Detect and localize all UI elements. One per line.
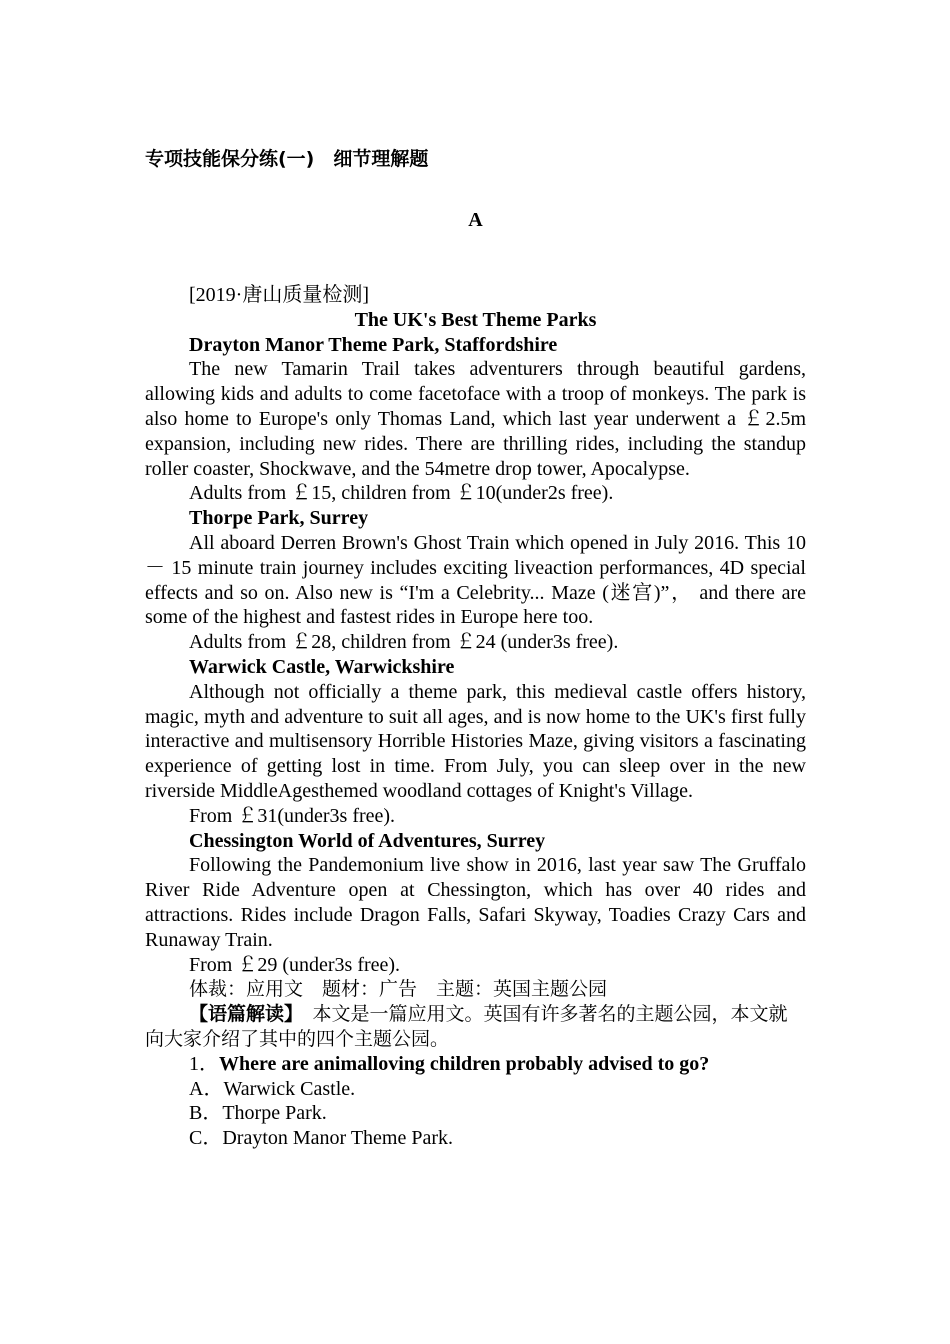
reading-label: 【语篇解读】 (189, 1003, 294, 1026)
page-heading: 专项技能保分练(一) 细节理解题 (145, 148, 429, 170)
park-name: Drayton Manor Theme Park, Staffordshire (189, 333, 558, 356)
section-letter: A (468, 209, 483, 231)
park-price: From ￡31(under3s free). (189, 804, 396, 827)
reading-analysis (145, 1002, 806, 1052)
park-description: All aboard Derren Brown's Ghost Train which opened in July 2016. This 10 － 15 minute train journey includes exciting liveaction performances, 4D special effects and so on. Also new is “I'm a Celebrity... Maze (迷宫)”， and there are some of the highest and fastest rides in Europe here too. (145, 531, 806, 629)
question-text: Where are animalloving children probably advised to go? (219, 1052, 710, 1075)
passage-title: The UK's Best Theme Parks (354, 308, 597, 331)
answer-option-b[interactable]: B．Thorpe Park. (189, 1102, 327, 1125)
park-name: Thorpe Park, Surrey (189, 507, 369, 530)
question-number: 1． (189, 1052, 219, 1075)
reading-text: 本文是一篇应用文。英国有许多著名的主题公园，本文就向大家介绍了其中的四个主题公园。 (145, 1003, 788, 1050)
park-price: Adults from ￡28, children from ￡24 (under3s free). (189, 631, 619, 654)
park-price: From ￡29 (under3s free). (189, 953, 401, 976)
park-description: Although not officially a theme park, this medieval castle offers history, magic, myth and adventure to suit all ages, and is now home to the UK's first fully interactive and multisensory Horrible Histories Maze, giving visitors a fascinating experience of getting lost in time. From July, you can sleep over in the new riverside MiddleAgesthemed woodland cottages of Knight's Village. (145, 680, 806, 802)
answer-option-a[interactable]: A．Warwick Castle. (189, 1077, 356, 1100)
park-description: Following the Pandemonium live show in 2016, last year saw The Gruffalo River Ride Adventure open at Chessington, which has over 40 rides and attractions. Rides include Dragon Falls, Safari Skyway, Toadies Crazy Cars and Runaway Train. (145, 854, 806, 951)
genre-line: 体裁：应用文 题材：广告 主题：英国主题公园 (189, 978, 608, 1001)
source-note: [2019·唐山质量检测] (189, 284, 369, 306)
park-name: Chessington World of Adventures, Surrey (189, 829, 546, 852)
park-price: Adults from ￡15, children from ￡10(under2s free). (189, 482, 614, 505)
park-name: Warwick Castle, Warwickshire (189, 655, 455, 678)
question (145, 1052, 806, 1077)
passage-body (145, 283, 806, 1151)
answer-option-c[interactable]: C．Drayton Manor Theme Park. (189, 1127, 454, 1150)
park-description: The new Tamarin Trail takes adventurers through beautiful gardens, allowing kids and adults to come facetoface with a troop of monkeys. The park is also home to Europe's only Thomas Land, which last year underwent a ￡2.5m expansion, including new rides. There are thrilling rides, including the standup roller coaster, Shockwave, and the 54metre drop tower, Apocalypse. (145, 358, 806, 480)
